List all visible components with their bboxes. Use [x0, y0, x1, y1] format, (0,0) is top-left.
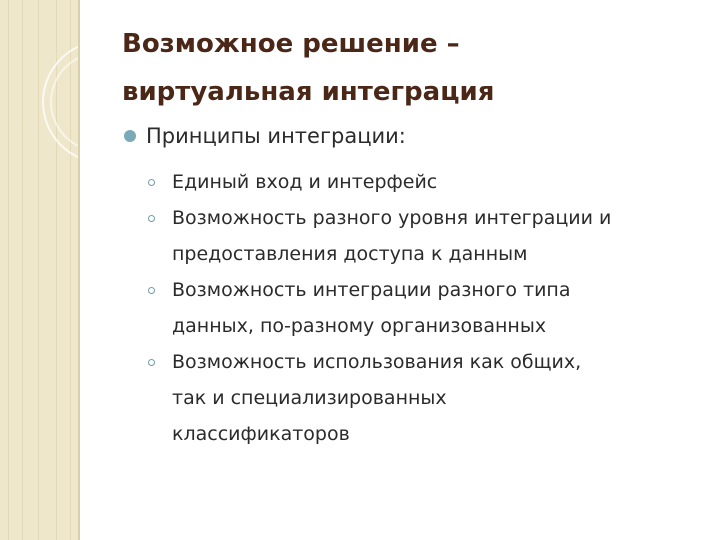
sub-bullet-text: так и специализированных: [172, 387, 447, 409]
decorative-side-band: [0, 0, 80, 540]
sub-bullet-item: [148, 272, 708, 344]
slide-title: [122, 20, 692, 116]
title-line: виртуальная интеграция: [122, 77, 495, 107]
sub-bullet-text: данных, по-разному организованных: [172, 315, 547, 337]
sub-bullet-text: Единый вход и интерфейс: [172, 171, 438, 193]
sub-bullet-text: Возможность использования как общих,: [172, 351, 582, 373]
sub-bullet-item: [148, 164, 708, 200]
sub-bullet-item: [148, 344, 708, 452]
circle-bullet-icon: [148, 179, 155, 186]
sub-bullet-text: классификаторов: [172, 423, 350, 445]
band-stripe: [38, 0, 39, 540]
main-bullet: [122, 124, 406, 148]
sub-bullet-item: [148, 200, 708, 272]
band-stripe: [8, 0, 9, 540]
bullet-dot-icon: [124, 130, 136, 142]
sub-bullet-list: [148, 164, 708, 452]
band-stripe: [22, 0, 23, 540]
title-line: Возможное решение –: [122, 29, 460, 59]
circle-bullet-icon: [148, 215, 155, 222]
sub-bullet-text: Возможность разного уровня интеграции и: [172, 207, 612, 229]
sub-bullet-text: Возможность интеграции разного типа: [172, 279, 571, 301]
sub-bullet-text: предоставления доступа к данным: [172, 243, 528, 265]
circle-bullet-icon: [148, 359, 155, 366]
circle-bullet-icon: [148, 287, 155, 294]
main-bullet-text: Принципы интеграции:: [146, 124, 406, 148]
